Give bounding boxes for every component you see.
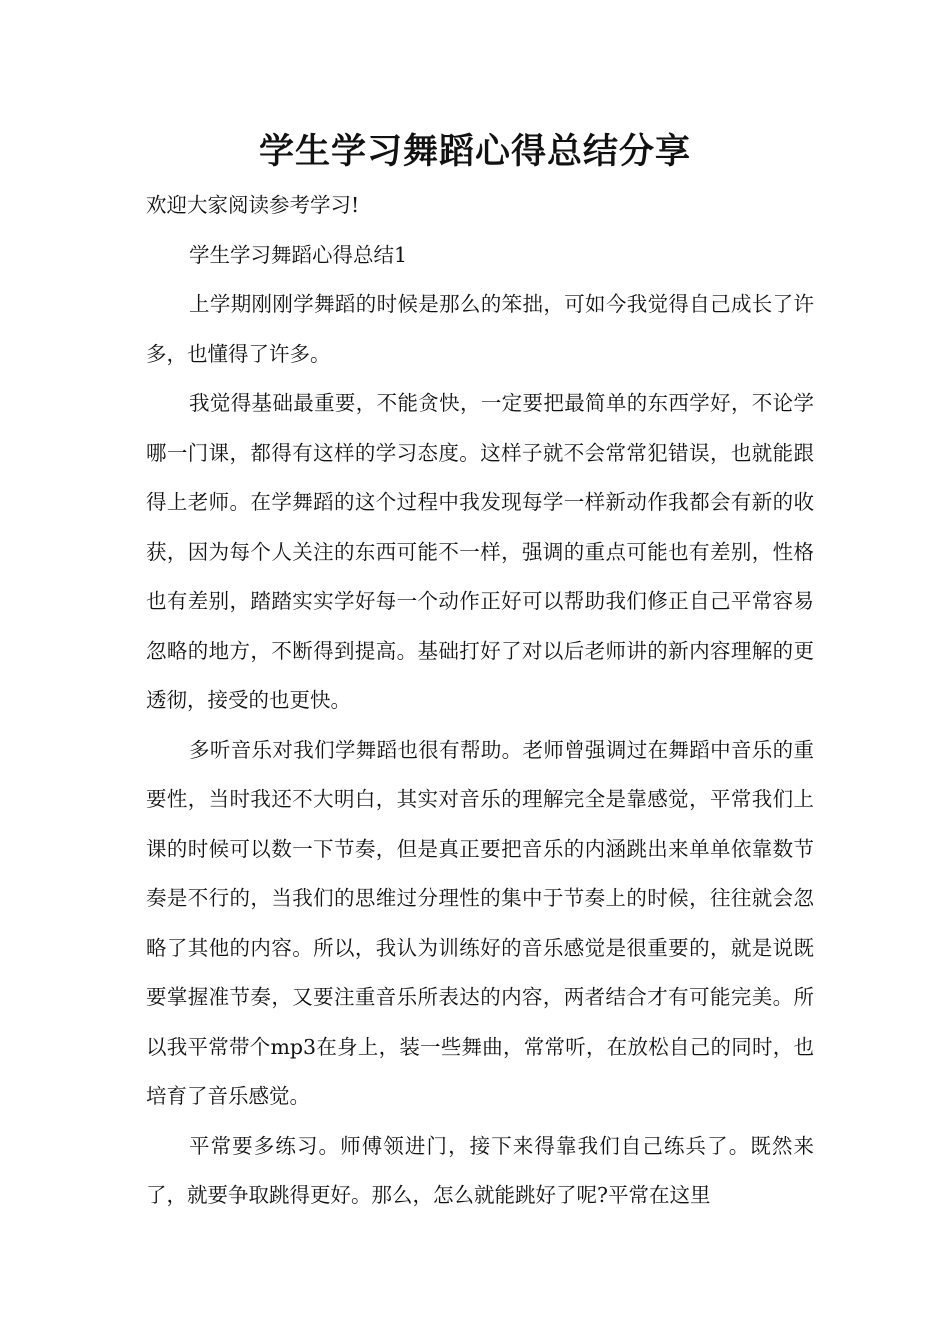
paragraph-2: 我觉得基础最重要，不能贪快，一定要把最简单的东西学好，不论学哪一门课，都得有这样的学习态度。这样子就不会常常犯错误，也就能跟得上老师。在学舞蹈的这个过程中我发现每学一样新动作我都会有新的收获，因为每个人关注的东西可能不一样，强调的重点可能也有差别，性格也有差别，踏踏实实学好每一个动作正好可以帮助我们修正自己平常容易忽略的地方，不断得到提高。基础打好了对以后老师讲的新内容理解的更透彻，接受的也更快。 (146, 391, 814, 712)
paragraph-4: 平常要多练习。师傅领进门，接下来得靠我们自己练兵了。既然来了，就要争取跳得更好。那么，怎么就能跳好了呢?平常在这里 (146, 1133, 814, 1207)
paragraph-1: 上学期刚刚学舞蹈的时候是那么的笨拙，可如今我觉得自己成长了许多，也懂得了许多。 (146, 292, 814, 366)
intro-line: 欢迎大家阅读参考学习! (146, 193, 360, 217)
section-heading: 学生学习舞蹈心得总结1 (189, 242, 408, 267)
document-body (146, 181, 814, 1221)
document-title: 学生学习舞蹈心得总结分享 (258, 132, 691, 172)
paragraph-3: 多听音乐对我们学舞蹈也很有帮助。老师曾强调过在舞蹈中音乐的重要性，当时我还不大明白，其实对音乐的理解完全是靠感觉，平常我们上课的时候可以数一下节奏，但是真正要把音乐的内涵跳出来单单依靠数节奏是不行的，当我们的思维过分理性的集中于节奏上的时候，往往就会忽略了其他的内容。所以，我认为训练好的音乐感觉是很重要的，就是说既要掌握准节奏，又要注重音乐所表达的内容，两者结合才有可能完美。所以我平常带个mp3在身上，装一些舞曲，常常听，在放松自己的同时，也培育了音乐感觉。 (146, 737, 814, 1108)
